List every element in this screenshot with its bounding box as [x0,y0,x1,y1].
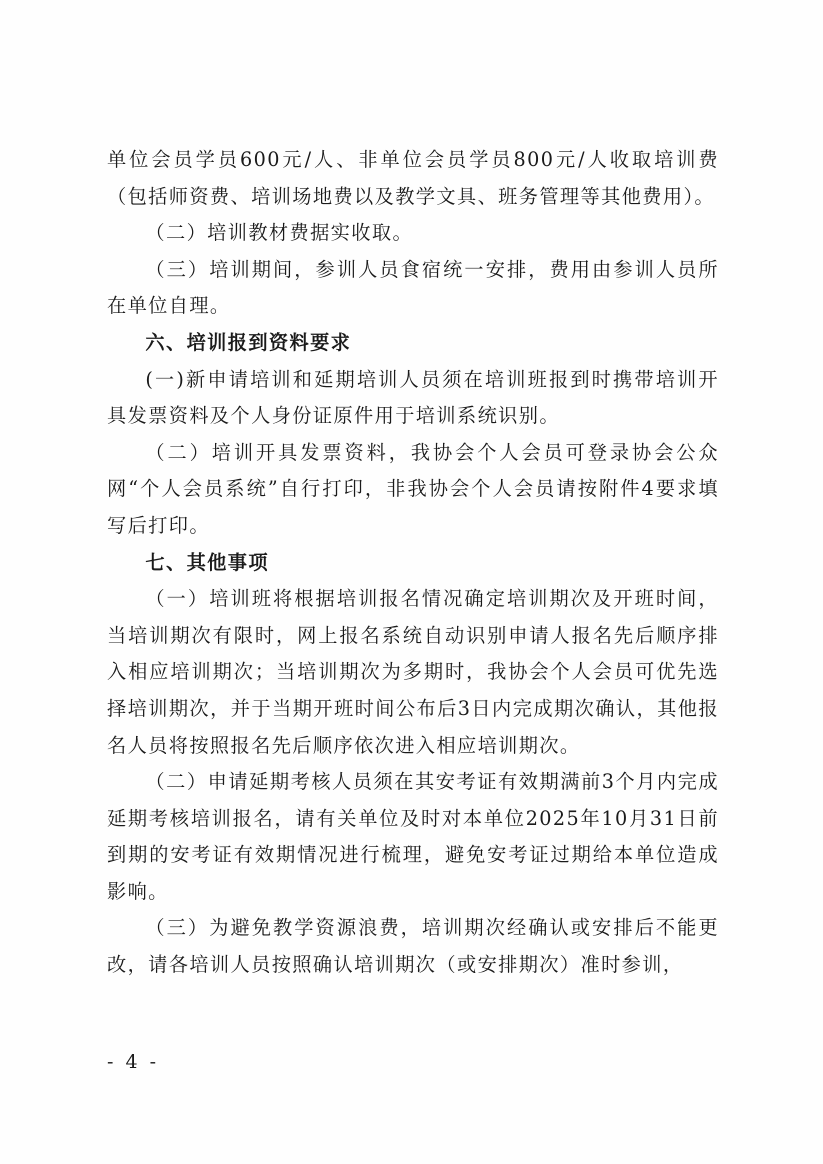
paragraph-fee-details: 单位会员学员600元/人、非单位会员学员800元/人收取培训费（包括师资费、培训场地费以及教学文具、班务管理等其他费用）。 [107,148,719,208]
paragraph-registration-documents: (一)新申请培训和延期培训人员须在培训班报到时携带培训开具发票资料及个人身份证原件用于培训系统识别。 [107,367,719,428]
paragraph-extension-assessment: （二）申请延期考核人员须在其安考证有效期满前3个月内完成延期考核培训报名，请有关单位及时对本单位2025年10月31日前到期的安考证有效期情况进行梳理，避免安考证过期给本单位造成影响。 [107,770,719,903]
paragraph-textbook-fee: （二）培训教材费据实收取。 [145,221,414,245]
page-number: - 4 - [107,1051,160,1073]
paragraph-training-schedule: （一）培训班将根据培训报名情况确定培训期次及开班时间，当培训期次有限时，网上报名系统自动识别申请人报名先后顺序排入相应培训期次；当培训期次为多期时，我协会个人会员可优先选择培训期次，并于当期开班时间公布后3日内完成期次确认，其他报名人员将按照报名先后顺序依次进入相应培训期次。 [107,587,719,757]
document-body [107,142,719,984]
section-heading-registration-materials: 六、培训报到资料要求 [145,330,352,354]
paragraph-accommodation: （三）培训期间，参训人员食宿统一安排，费用由参训人员所在单位自理。 [107,257,719,318]
paragraph-invoice-materials: （二）培训开具发票资料，我协会个人会员可登录协会公众网“个人会员系统”自行打印，非我协会个人会员请按附件4要求填写后打印。 [107,440,719,537]
paragraph-no-changes: （三）为避免教学资源浪费，培训期次经确认或安排后不能更改，请各培训人员按照确认培训期次（或安排期次）准时参训， [107,916,719,977]
section-heading-other-matters: 七、其他事项 [145,550,269,574]
